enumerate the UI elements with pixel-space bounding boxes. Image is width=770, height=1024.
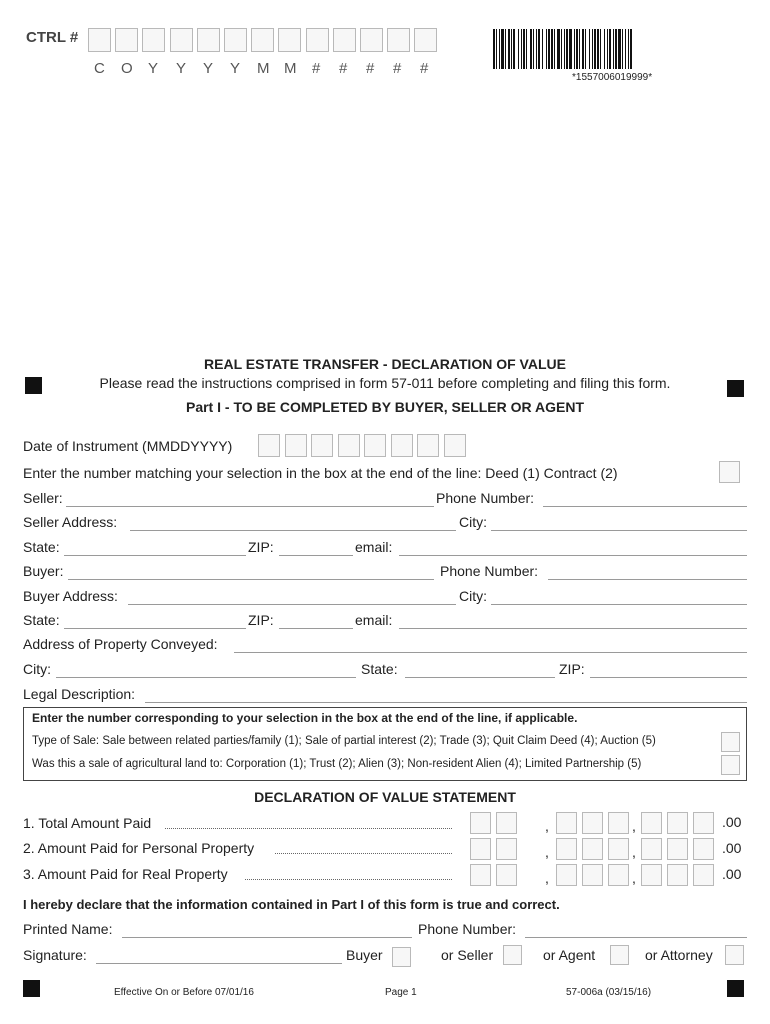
signature-field[interactable] <box>96 947 342 964</box>
amount-comma: , <box>545 870 549 886</box>
barcode-bar <box>521 29 522 69</box>
personal-property-label: 2. Amount Paid for Personal Property <box>23 840 255 856</box>
seller-phone-label: Phone Number: <box>436 490 535 506</box>
barcode-bar <box>496 29 497 69</box>
amount-digit-box[interactable] <box>582 812 603 834</box>
amount-digit-box[interactable] <box>556 812 577 834</box>
ctrl-digit-box[interactable] <box>142 28 165 52</box>
barcode-bar <box>604 29 605 69</box>
sale-info-heading: Enter the number corresponding to your selection in the box at the end of the line, if applicable. <box>32 711 578 725</box>
ctrl-digit-box[interactable] <box>278 28 301 52</box>
seller-checkbox[interactable] <box>503 945 522 965</box>
barcode-bar <box>569 29 572 69</box>
printed-name-field[interactable] <box>122 921 412 938</box>
buyer-address-field[interactable] <box>128 588 456 605</box>
barcode-bar <box>618 29 621 69</box>
property-city-label: City: <box>23 661 51 677</box>
barcode-bar <box>554 29 555 69</box>
property-zip-field[interactable] <box>590 661 747 678</box>
amount-comma: , <box>545 844 549 860</box>
amount-comma: , <box>632 844 636 860</box>
deed-contract-input-box[interactable] <box>719 461 740 483</box>
amount-digit-box[interactable] <box>641 812 662 834</box>
seller-address-field[interactable] <box>130 514 456 531</box>
amount-cents: .00 <box>722 840 742 856</box>
registration-mark-bottom-right <box>727 980 744 997</box>
effective-date: Effective On or Before 07/01/16 <box>114 987 254 998</box>
ctrl-digit-box[interactable] <box>414 28 437 52</box>
date-digit-box[interactable] <box>364 434 386 457</box>
total-amount-leader <box>165 828 452 829</box>
buyer-email-field[interactable] <box>399 612 747 629</box>
attorney-checkbox[interactable] <box>725 945 744 965</box>
ctrl-digit-box[interactable] <box>115 28 138 52</box>
barcode-bar <box>607 29 608 69</box>
ctrl-format-char: # <box>312 60 321 77</box>
amount-digit-box[interactable] <box>641 838 662 860</box>
instructions-text: Please read the instructions comprised in form 57-011 before completing and filing this form. <box>99 375 671 391</box>
barcode-bar <box>628 29 629 69</box>
property-address-label: Address of Property Conveyed: <box>23 636 218 652</box>
buyer-state-label: State: <box>23 612 60 628</box>
seller-zip-field[interactable] <box>279 539 353 556</box>
amount-digit-box[interactable] <box>608 838 629 860</box>
ctrl-format-char: Y <box>230 60 241 77</box>
printed-name-label: Printed Name: <box>23 921 113 937</box>
registration-mark-bottom-left <box>23 980 40 997</box>
barcode-bar <box>582 29 584 69</box>
buyer-zip-label: ZIP: <box>248 612 274 628</box>
barcode-bar <box>585 29 586 69</box>
agricultural-land-input-box[interactable] <box>721 755 740 775</box>
property-state-label: State: <box>361 661 398 677</box>
barcode-bar <box>518 29 519 69</box>
seller-checkbox-label: or Seller <box>441 947 494 963</box>
buyer-address-label: Buyer Address: <box>23 588 118 604</box>
ctrl-label: CTRL # <box>26 29 79 46</box>
date-digit-box[interactable] <box>391 434 413 457</box>
personal-property-leader <box>275 853 452 854</box>
barcode-bar <box>533 29 534 69</box>
ctrl-format-char: M <box>284 60 297 77</box>
amount-digit-box[interactable] <box>496 838 517 860</box>
agent-checkbox[interactable] <box>610 945 629 965</box>
barcode-bar <box>505 29 506 69</box>
barcode-bar <box>630 29 632 69</box>
date-digit-box[interactable] <box>417 434 439 457</box>
barcode-bar <box>499 29 500 69</box>
amount-cents: .00 <box>722 814 742 830</box>
amount-cents: .00 <box>722 866 742 882</box>
date-digit-box[interactable] <box>444 434 466 457</box>
date-of-instrument-label: Date of Instrument (MMDDYYYY) <box>23 438 233 454</box>
amount-digit-box[interactable] <box>556 838 577 860</box>
barcode-bar <box>513 29 515 69</box>
date-digit-box[interactable] <box>311 434 333 457</box>
seller-state-label: State: <box>23 539 60 555</box>
ctrl-digit-box[interactable] <box>88 28 111 52</box>
seller-phone-field[interactable] <box>543 490 747 507</box>
amount-comma: , <box>545 818 549 834</box>
property-city-field[interactable] <box>56 661 356 678</box>
ctrl-digit-box[interactable] <box>197 28 220 52</box>
barcode-bar <box>546 29 547 69</box>
barcode-bar <box>548 29 550 69</box>
seller-label: Seller: <box>23 490 63 506</box>
buyer-state-field[interactable] <box>64 612 246 629</box>
barcode-text: *1557006019999* <box>572 72 653 83</box>
legal-description-field[interactable] <box>145 686 747 703</box>
buyer-checkbox-label: Buyer <box>346 947 383 963</box>
certification-statement: I hereby declare that the information contained in Part I of this form is true and correct. <box>23 897 560 912</box>
deed-contract-label: Enter the number matching your selection in the box at the end of the line: Deed (1) Contract (2) <box>23 465 618 481</box>
amount-digit-box[interactable] <box>608 812 629 834</box>
ctrl-format-char: # <box>393 60 402 77</box>
total-amount-label: 1. Total Amount Paid <box>23 815 152 831</box>
seller-field[interactable] <box>66 490 434 507</box>
barcode-bar <box>508 29 510 69</box>
barcode-bar <box>538 29 540 69</box>
amount-comma: , <box>632 870 636 886</box>
seller-email-label: email: <box>355 539 393 555</box>
buyer-field[interactable] <box>68 563 434 580</box>
amount-comma: , <box>632 818 636 834</box>
amount-digit-box[interactable] <box>667 864 688 886</box>
buyer-city-label: City: <box>459 588 487 604</box>
date-digit-box[interactable] <box>258 434 280 457</box>
barcode-bar <box>579 29 580 69</box>
signature-label: Signature: <box>23 947 87 963</box>
ctrl-digit-box[interactable] <box>224 28 247 52</box>
amount-digit-box[interactable] <box>667 838 688 860</box>
agent-checkbox-label: or Agent <box>543 947 596 963</box>
date-digit-box[interactable] <box>285 434 307 457</box>
legal-description-label: Legal Description: <box>23 686 136 702</box>
ctrl-format-char: # <box>366 60 375 77</box>
ctrl-format-char: # <box>339 60 348 77</box>
barcode-bar <box>542 29 543 69</box>
type-of-sale-input-box[interactable] <box>721 732 740 752</box>
barcode-bar <box>613 29 614 69</box>
buyer-email-label: email: <box>355 612 393 628</box>
seller-city-field[interactable] <box>491 514 747 531</box>
ctrl-digit-box[interactable] <box>170 28 193 52</box>
ctrl-format-char: Y <box>148 60 159 77</box>
ctrl-digit-box[interactable] <box>387 28 410 52</box>
barcode-bar <box>501 29 504 69</box>
amount-digit-box[interactable] <box>667 812 688 834</box>
barcode-bar <box>576 29 578 69</box>
barcode-bar <box>530 29 532 69</box>
barcode-bar <box>551 29 553 69</box>
barcode-bar <box>561 29 562 69</box>
barcode-bar <box>536 29 537 69</box>
seller-state-field[interactable] <box>64 539 246 556</box>
barcode-bar <box>622 29 623 69</box>
barcode-bar <box>625 29 626 69</box>
barcode <box>493 29 739 69</box>
barcode-bar <box>566 29 568 69</box>
amount-digit-box[interactable] <box>641 864 662 886</box>
form-id: 57-006a (03/15/16) <box>566 987 652 998</box>
barcode-bar <box>511 29 512 69</box>
barcode-bar <box>597 29 599 69</box>
seller-zip-label: ZIP: <box>248 539 274 555</box>
amount-digit-box[interactable] <box>582 864 603 886</box>
barcode-bar <box>589 29 590 69</box>
seller-city-label: City: <box>459 514 487 530</box>
buyer-checkbox[interactable] <box>392 947 411 967</box>
ctrl-format-char: M <box>257 60 270 77</box>
barcode-bar <box>557 29 560 69</box>
amount-digit-box[interactable] <box>693 838 714 860</box>
ctrl-format-char: C <box>94 60 105 77</box>
barcode-bar <box>526 29 527 69</box>
real-property-label: 3. Amount Paid for Real Property <box>23 866 228 882</box>
buyer-phone-field[interactable] <box>548 563 747 580</box>
ctrl-format-char: O <box>121 60 133 77</box>
ctrl-digit-box[interactable] <box>360 28 383 52</box>
agricultural-land-label: Was this a sale of agricultural land to: Corporation (1); Trust (2); Alien (3); Non-resident Alien (4); Limited Partnership (5) <box>32 758 642 770</box>
ctrl-digit-box[interactable] <box>333 28 356 52</box>
buyer-phone-label: Phone Number: <box>440 563 539 579</box>
ctrl-format-char: Y <box>176 60 187 77</box>
amount-digit-box[interactable] <box>693 812 714 834</box>
amount-digit-box[interactable] <box>496 812 517 834</box>
amount-digit-box[interactable] <box>556 864 577 886</box>
amount-digit-box[interactable] <box>582 838 603 860</box>
cert-phone-field[interactable] <box>525 921 747 938</box>
amount-digit-box[interactable] <box>470 838 491 860</box>
barcode-bar <box>615 29 617 69</box>
ctrl-digit-box[interactable] <box>306 28 329 52</box>
cert-phone-label: Phone Number: <box>418 921 517 937</box>
buyer-label: Buyer: <box>23 563 64 579</box>
ctrl-format-char: Y <box>203 60 214 77</box>
real-property-leader <box>245 879 452 880</box>
amount-digit-box[interactable] <box>470 812 491 834</box>
amount-digit-box[interactable] <box>470 864 491 886</box>
property-address-field[interactable] <box>234 636 747 653</box>
ctrl-format-char: # <box>420 60 429 77</box>
barcode-bar <box>564 29 565 69</box>
property-state-field[interactable] <box>405 661 555 678</box>
page-number: Page 1 <box>385 987 417 998</box>
type-of-sale-label: Type of Sale: Sale between related parties/family (1); Sale of partial interest (2); Trade (3); Quit Claim Deed (4); Auction (5) <box>32 735 656 747</box>
buyer-zip-field[interactable] <box>279 612 353 629</box>
barcode-bar <box>493 29 495 69</box>
part1-heading: Part I - TO BE COMPLETED BY BUYER, SELLER OR AGENT <box>185 399 584 415</box>
ctrl-digit-box[interactable] <box>251 28 274 52</box>
seller-address-label: Seller Address: <box>23 514 118 530</box>
barcode-bar <box>592 29 593 69</box>
barcode-bar <box>609 29 611 69</box>
date-digit-box[interactable] <box>338 434 360 457</box>
attorney-checkbox-label: or Attorney <box>645 947 713 963</box>
amount-digit-box[interactable] <box>608 864 629 886</box>
barcode-bar <box>594 29 596 69</box>
amount-digit-box[interactable] <box>693 864 714 886</box>
form-title: REAL ESTATE TRANSFER - DECLARATION OF VALUE <box>204 356 566 372</box>
barcode-bar <box>574 29 575 69</box>
amount-digit-box[interactable] <box>496 864 517 886</box>
barcode-bar <box>600 29 601 69</box>
declaration-heading: DECLARATION OF VALUE STATEMENT <box>254 789 516 805</box>
seller-email-field[interactable] <box>399 539 747 556</box>
barcode-bar <box>523 29 525 69</box>
property-zip-label: ZIP: <box>559 661 585 677</box>
buyer-city-field[interactable] <box>491 588 747 605</box>
